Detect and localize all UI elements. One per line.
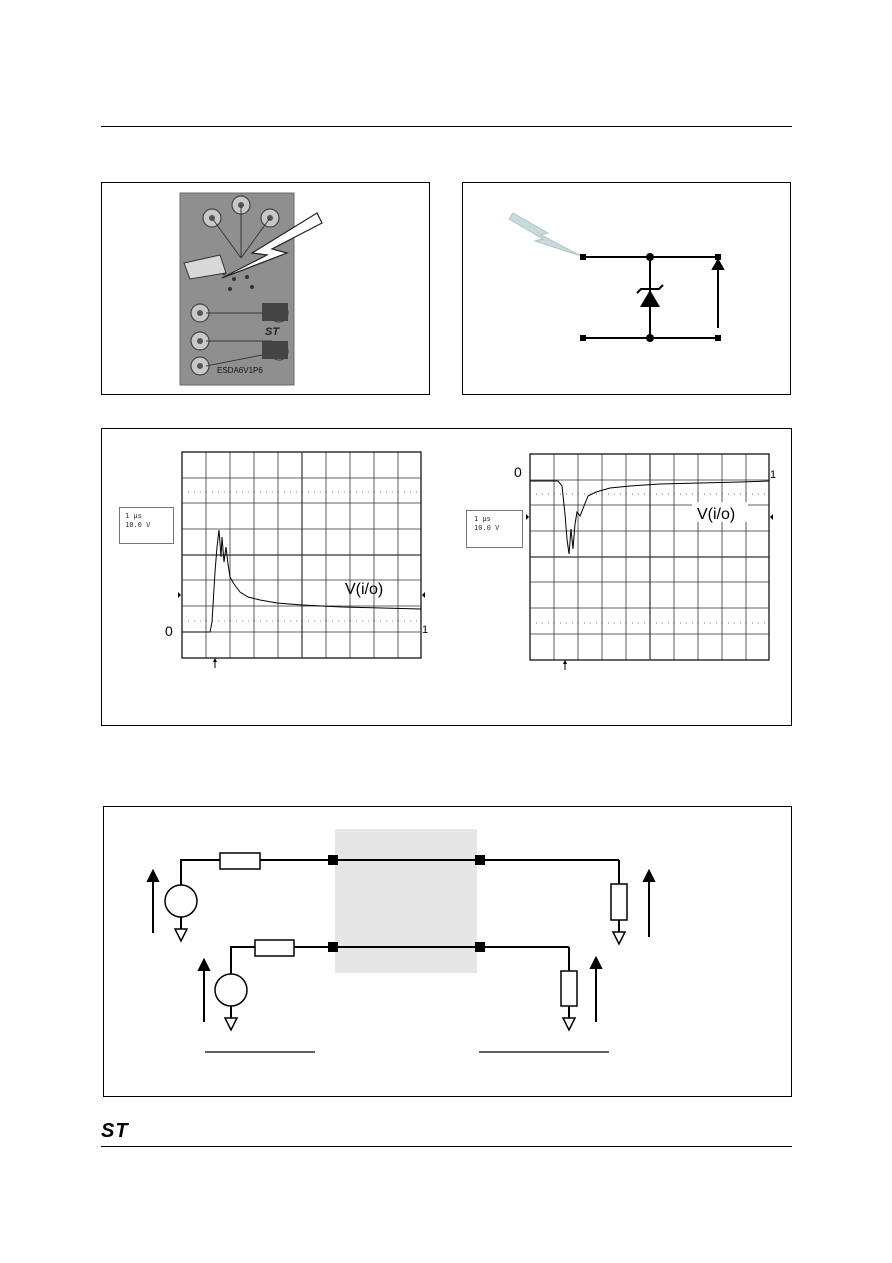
generator-2-icon [215,974,247,1006]
figure-test-board [101,182,430,395]
scope-captures [102,429,791,725]
esd-lightning-icon [509,213,581,256]
figure-crosstalk-circuit [103,806,792,1097]
footer-rule [101,1146,792,1147]
source-resistor-2 [255,940,294,956]
scope-left-zero-label: 0 [165,623,173,639]
scope-left-curve-label: V(i/o) [345,581,384,598]
board-st-logo: ST [265,326,280,338]
scope-right [514,454,776,670]
scope-left-time-div: 1 µs [125,512,142,520]
load-resistor-1 [611,884,627,920]
generator-1-icon [165,885,197,917]
source-resistor-1 [220,853,260,869]
scope-right-zero-label: 0 [514,464,522,480]
crosstalk-circuit [104,807,791,1096]
scope-left [165,452,428,668]
ground-terminal [580,335,586,341]
device-under-test-area [335,829,477,973]
esd-schematic [463,183,790,394]
dut-pin-4 [475,942,485,952]
dut-pin-2 [475,855,485,865]
scope-left-volt-div: 10.0 V [125,521,151,529]
voltage-arrow [713,260,723,328]
scope-right-volt-div: 10.0 V [474,524,500,532]
input-terminal [580,254,586,260]
test-board-photo [102,183,429,394]
load-resistor-2 [561,971,577,1006]
dut-pin-3 [328,942,338,952]
header-rule [101,126,792,127]
scope-left-channel-marker: 1 [422,624,429,636]
output-ground-terminal [715,335,721,341]
figure-esd-schematic [462,182,791,395]
scope-right-curve-label: V(i/o) [697,506,736,523]
scope-right-channel-marker: 1 [770,469,777,481]
board-label: ESDA6V1P6 [217,366,263,375]
scope-right-time-div: 1 µs [474,515,491,523]
st-logo: ST [101,1120,129,1142]
tvs-diode-icon [637,285,663,307]
figure-esd-response [101,428,792,726]
dut-pin-1 [328,855,338,865]
